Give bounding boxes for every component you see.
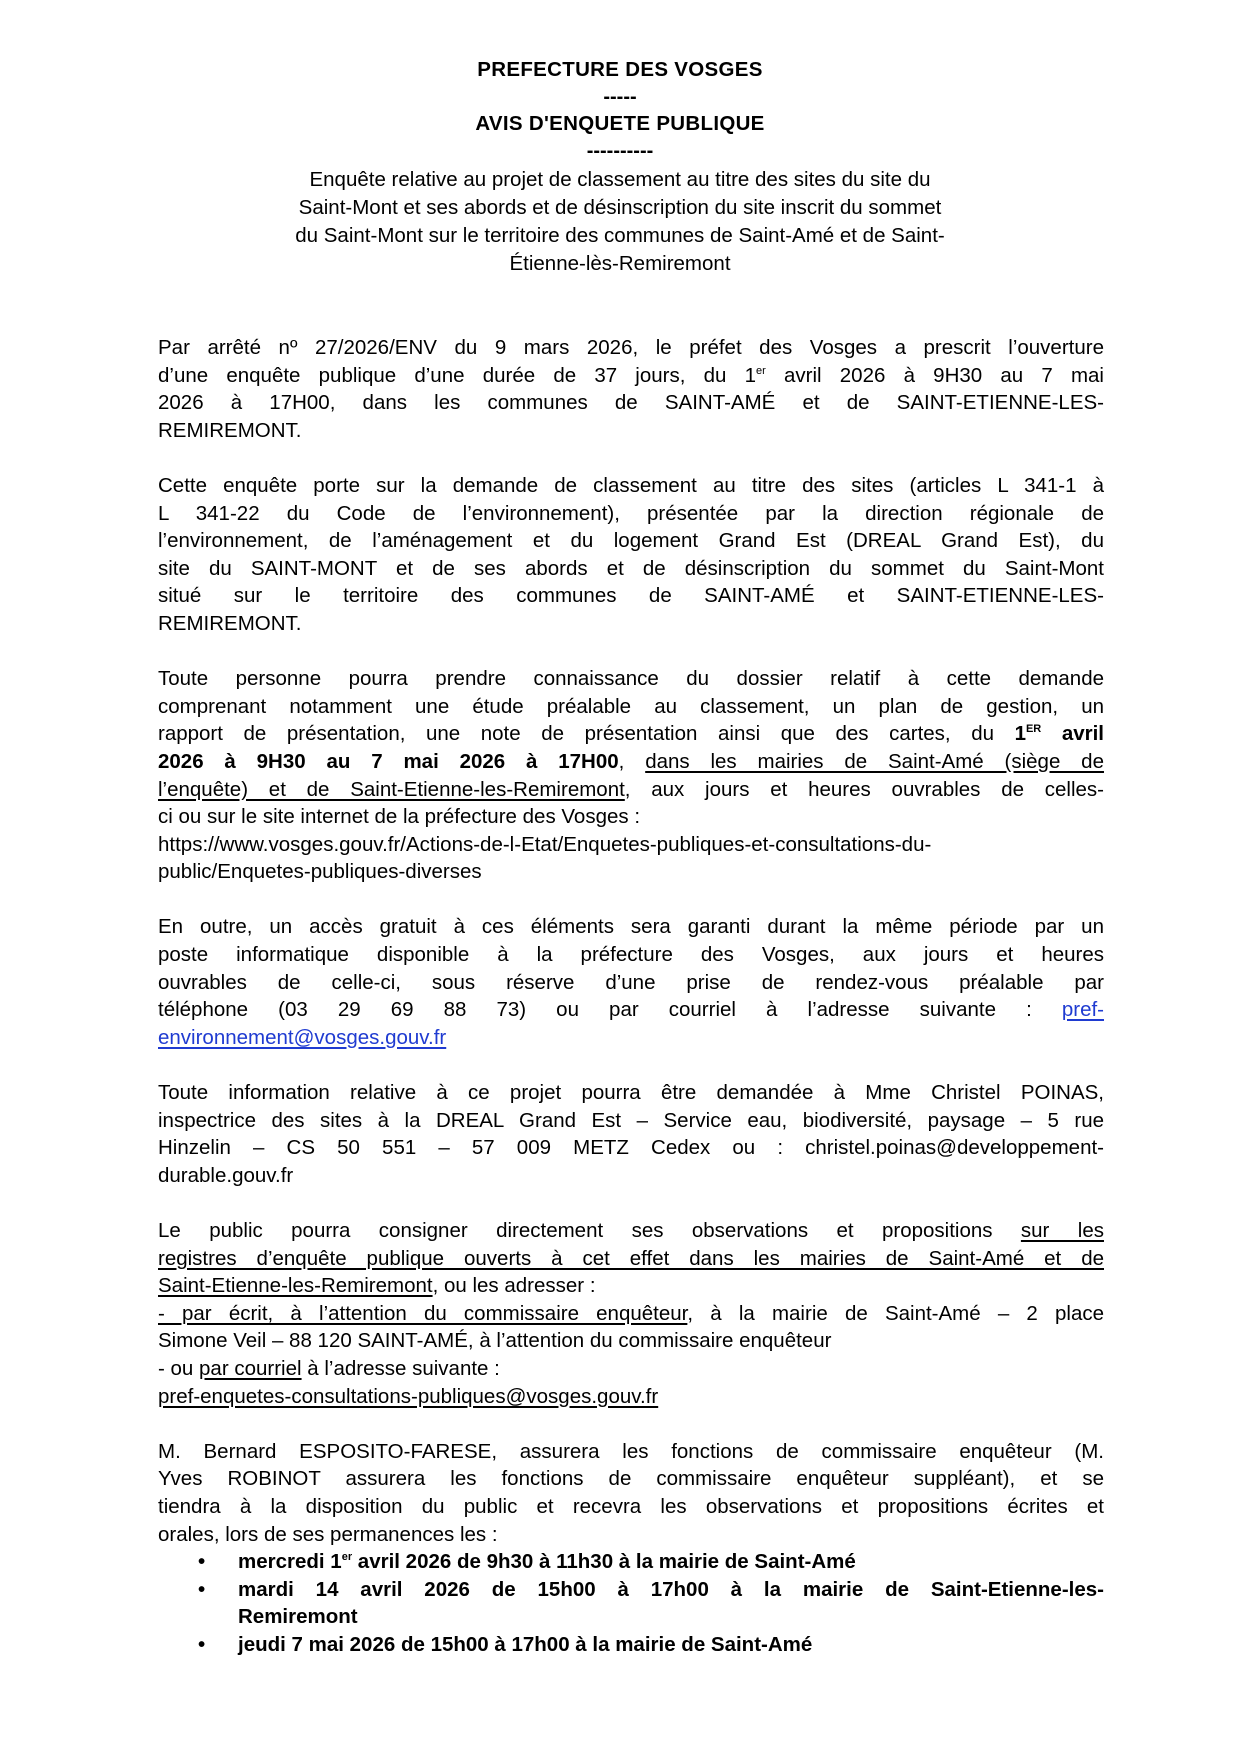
text-line: poste informatique disponible à la préfecture des Vosges, aux jours et heures xyxy=(158,943,1104,967)
document-header xyxy=(240,56,1000,278)
paragraph-objet xyxy=(158,472,1104,638)
email-link-environnement[interactable]: environnement@vosges.gouv.fr xyxy=(158,1025,447,1049)
text-run: à l’adresse suivante : xyxy=(301,1356,500,1380)
text-line: Yves ROBINOT assurera les fonctions de commissaire enquêteur suppléant), et se xyxy=(158,1467,1104,1491)
text-line: Toute information relative à ce projet pourra être demandée à Mme Christel POINAS, xyxy=(158,1081,1104,1105)
text-line: Toute personne pourra prendre connaissance du dossier relatif à cette demande xyxy=(158,667,1104,691)
text-run: mercredi 1 xyxy=(238,1550,342,1574)
superscript: er xyxy=(756,364,766,377)
text-line xyxy=(158,362,1104,390)
text-line: M. Bernard ESPOSITO-FARESE, assurera les fonctions de commissaire enquêteur (M. xyxy=(158,1439,1104,1463)
text-line: situé sur le territoire des communes de SAINT-AMÉ et SAINT-ETIENNE-LES- xyxy=(158,584,1104,608)
text-line: L 341-22 du Code de l’environnement), présentée par la direction régionale de xyxy=(158,501,1104,525)
underlined-text: Saint-Etienne-les-Remiremont xyxy=(158,1274,433,1298)
paragraph-commissaire xyxy=(158,1438,1104,1548)
text-line xyxy=(158,1300,1104,1328)
separator: ---------- xyxy=(586,140,654,162)
text-run: téléphone (03 29 69 88 73) ou par courriel à l’adresse suivante : xyxy=(158,998,1062,1022)
underlined-text: l’enquête) et de Saint-Etienne-les-Remiremont xyxy=(158,777,625,801)
text-run: , ou les adresser : xyxy=(432,1274,596,1298)
date-bold: 2026 à 9H30 au 7 mai 2026 à 17H00 xyxy=(158,749,619,773)
paragraph-information xyxy=(158,1079,1104,1189)
separator: ----- xyxy=(603,86,637,108)
text-line: Cette enquête porte sur la demande de classement au titre des sites (articles L 341-1 à xyxy=(158,473,1104,497)
paragraph-acces-gratuit xyxy=(158,913,1104,1051)
underlined-text: - par écrit, à l’attention du commissaire enquêteur xyxy=(158,1301,688,1325)
text-line: jeudi 7 mai 2026 de 15h00 à 17h00 à la mairie de Saint-Amé xyxy=(238,1632,813,1656)
text-line: mardi 14 avril 2026 de 15h00 à 17h00 à la mairie de Saint-Etienne-les- xyxy=(238,1577,1104,1601)
permanences-list xyxy=(158,1548,1104,1658)
text-run: , xyxy=(618,749,646,773)
paragraph-consultation-dossier xyxy=(158,665,1104,886)
text-run: , aux jours et heures ouvrables de celles- xyxy=(624,777,1104,801)
text-line: Hinzelin – CS 50 551 – 57 009 METZ Cedex ou : christel.poinas@developpement- xyxy=(158,1136,1104,1160)
subtitle-line: Saint-Mont et ses abords et de désinscription du site inscrit du sommet xyxy=(298,196,942,219)
document-body xyxy=(158,334,1104,1659)
text-line xyxy=(158,1383,1104,1411)
text-line: ci ou sur le site internet de la préfecture des Vosges : xyxy=(158,805,641,829)
text-line: Remiremont xyxy=(238,1605,358,1629)
text-line xyxy=(158,1272,1104,1300)
text-line xyxy=(158,1217,1104,1245)
prefecture-url: https://www.vosges.gouv.fr/Actions-de-l-Etat/Enquetes-publiques-et-consultations-du- xyxy=(158,832,932,856)
notice-subtitle xyxy=(240,166,1000,278)
list-item xyxy=(158,1576,1104,1631)
text-line: tiendra à la disposition du public et recevra les observations et propositions écrites et xyxy=(158,1494,1104,1518)
text-line: En outre, un accès gratuit à ces éléments sera garanti durant la même période par un xyxy=(158,915,1104,939)
text-line xyxy=(238,1548,1104,1576)
text-line: REMIREMONT. xyxy=(158,418,302,442)
text-line: Simone Veil – 88 120 SAINT-AMÉ, à l’attention du commissaire enquêteur xyxy=(158,1329,832,1353)
text-run: Le public pourra consigner directement ses observations et propositions xyxy=(158,1219,1021,1242)
text-line xyxy=(158,776,1104,804)
subtitle-line: du Saint-Mont sur le territoire des communes de Saint-Amé et de Saint- xyxy=(295,224,945,247)
prefecture-url: public/Enquetes-publiques-diverses xyxy=(158,860,482,884)
text-line xyxy=(158,720,1104,748)
underlined-text: registres d’enquête publique ouverts à cet effet dans les mairies de Saint-Amé et de xyxy=(158,1246,1104,1270)
underlined-text: par courriel xyxy=(199,1356,302,1380)
prefecture-title: PREFECTURE DES VOSGES xyxy=(477,58,763,81)
text-line: site du SAINT-MONT et de ses abords et de désinscription du sommet du Saint-Mont xyxy=(158,556,1104,580)
text-line: 2026 à 17H00, dans les communes de SAINT-AMÉ et de SAINT-ETIENNE-LES- xyxy=(158,391,1104,415)
text-line: REMIREMONT. xyxy=(158,611,302,635)
text-line: comprenant notamment une étude préalable au classement, un plan de gestion, un xyxy=(158,694,1104,718)
superscript: ER xyxy=(1025,723,1042,736)
text-line xyxy=(158,748,1104,776)
text-line: Par arrêté nº 27/2026/ENV du 9 mars 2026, le préfet des Vosges a prescrit l’ouverture xyxy=(158,336,1104,359)
text-line xyxy=(158,1245,1104,1273)
text-run: - ou xyxy=(158,1356,200,1380)
paragraph-arrete xyxy=(158,334,1104,444)
subtitle-line: Enquête relative au projet de classement au titre des sites du site du xyxy=(309,168,931,191)
date-bold: 1 xyxy=(1014,722,1026,746)
paragraph-observations xyxy=(158,1217,1104,1410)
text-line: durable.gouv.fr xyxy=(158,1163,294,1187)
text-line xyxy=(158,1355,1104,1383)
text-run: , à la mairie de Saint-Amé – 2 place xyxy=(687,1301,1104,1325)
text-run: avril 2026 de 9h30 à 11h30 à la mairie de Saint-Amé xyxy=(352,1550,856,1574)
subtitle-line: Étienne-lès-Remiremont xyxy=(509,252,731,275)
notice-title: AVIS D'ENQUETE PUBLIQUE xyxy=(475,112,765,135)
email-link-environnement[interactable]: pref- xyxy=(1061,998,1104,1022)
text-run: avril 2026 à 9H30 au 7 mai xyxy=(765,363,1104,387)
text-line xyxy=(158,996,1104,1024)
list-item xyxy=(158,1548,1104,1576)
list-item xyxy=(158,1631,1104,1659)
bullet-icon: • xyxy=(198,1632,206,1656)
email-enquetes: pref-enquetes-consultations-publiques@vosges.gouv.fr xyxy=(158,1384,659,1408)
text-line: orales, lors de ses permanences les : xyxy=(158,1522,498,1546)
text-line: ouvrables de celle-ci, sous réserve d’une prise de rendez-vous préalable par xyxy=(158,970,1104,994)
bullet-icon: • xyxy=(198,1550,206,1574)
date-bold: avril xyxy=(1041,722,1104,746)
underlined-text: dans les mairies de Saint-Amé (siège de xyxy=(645,749,1104,773)
text-line: l’environnement, de l’aménagement et du logement Grand Est (DREAL Grand Est), du xyxy=(158,529,1104,553)
bullet-icon: • xyxy=(198,1577,206,1601)
text-run: d’une enquête publique d’une durée de 37 jours, du 1 xyxy=(158,363,757,387)
superscript: er xyxy=(341,1551,353,1564)
text-line xyxy=(158,1024,1104,1052)
text-run: rapport de présentation, une note de présentation ainsi que des cartes, du xyxy=(158,722,1015,746)
underlined-text: sur les xyxy=(1020,1219,1104,1242)
text-line: inspectrice des sites à la DREAL Grand Est – Service eau, biodiversité, paysage – 5 rue xyxy=(158,1108,1104,1132)
